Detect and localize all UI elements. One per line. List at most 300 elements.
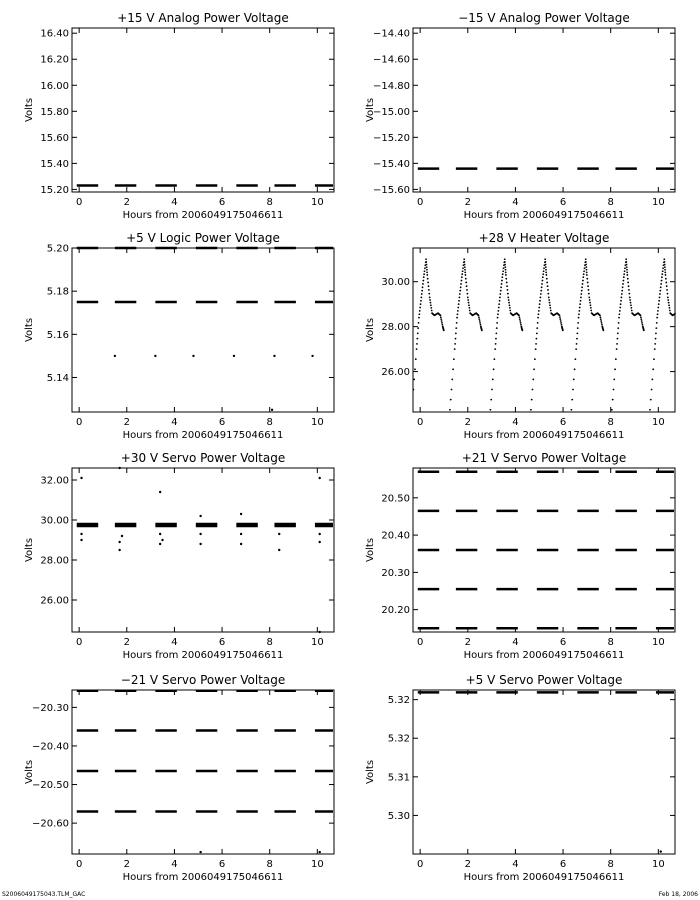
data-point (430, 304, 432, 306)
data-point (452, 368, 454, 370)
data-point (530, 409, 532, 411)
data-point (588, 293, 590, 295)
data-point (599, 314, 601, 316)
data-point (80, 539, 82, 541)
data-point (600, 320, 602, 322)
x-tick-label: 0 (75, 197, 83, 208)
data-point (602, 329, 604, 331)
data-point (542, 273, 544, 275)
y-axis-label: Volts (24, 759, 35, 785)
data-point (278, 533, 280, 535)
data-point (622, 283, 624, 285)
x-tick-label: 10 (310, 637, 324, 648)
data-point (538, 310, 540, 312)
y-tick-label: −20.40 (31, 741, 69, 753)
data-point (459, 297, 461, 299)
data-point (669, 307, 671, 309)
data-point (616, 343, 618, 345)
data-point (419, 307, 421, 309)
data-point (532, 379, 534, 381)
data-point (440, 316, 442, 318)
chart-plus-30-v-servo-power-voltage (24, 451, 334, 661)
data-point (542, 276, 544, 278)
data-point (431, 310, 433, 312)
data-point (466, 289, 468, 291)
data-point (577, 327, 579, 329)
x-tick-label: 6 (559, 859, 567, 870)
data-point (478, 316, 480, 318)
data-point (586, 271, 588, 273)
data-point (582, 283, 584, 285)
data-point (584, 267, 586, 269)
x-tick-label: 4 (512, 197, 519, 208)
data-point (507, 289, 509, 291)
data-point (467, 297, 469, 299)
data-point (240, 513, 242, 515)
data-point (540, 293, 542, 295)
data-point (465, 278, 467, 280)
data-point (544, 258, 546, 260)
data-point (576, 332, 578, 334)
data-point (539, 303, 541, 305)
x-axis-label: Hours from 2006049175046611 (122, 210, 284, 221)
data-point (497, 313, 499, 315)
data-point (500, 286, 502, 288)
data-point (456, 317, 458, 319)
data-point (491, 389, 493, 391)
data-point (428, 289, 430, 291)
data-point (590, 304, 592, 306)
data-point (651, 389, 653, 391)
data-point (427, 278, 429, 280)
data-point (418, 322, 420, 324)
data-point (159, 491, 161, 493)
data-point (654, 348, 656, 350)
data-point (319, 631, 321, 633)
data-point (480, 324, 482, 326)
data-point (519, 318, 521, 320)
data-point (425, 258, 427, 260)
y-tick-label: 5.32 (387, 695, 410, 707)
y-tick-label: 28.00 (40, 555, 69, 567)
x-tick-label: 6 (218, 197, 226, 208)
data-point (658, 300, 660, 302)
data-point (505, 271, 507, 273)
x-tick-label: 6 (218, 637, 226, 648)
data-point (548, 299, 550, 301)
data-point (499, 300, 501, 302)
data-point (649, 409, 651, 411)
data-point (424, 267, 426, 269)
data-point (658, 303, 660, 305)
data-point (619, 313, 621, 315)
data-point (503, 267, 505, 269)
data-point (657, 307, 659, 309)
data-point (498, 303, 500, 305)
data-point (481, 329, 483, 331)
data-point (455, 332, 457, 334)
data-point (426, 274, 428, 276)
data-point (612, 399, 614, 401)
data-point (666, 289, 668, 291)
data-point (449, 409, 451, 411)
data-point (619, 310, 621, 312)
data-point (578, 310, 580, 312)
data-point (540, 297, 542, 299)
x-tick-label: 0 (416, 197, 424, 208)
data-point (576, 343, 578, 345)
data-point (665, 282, 667, 284)
data-point (542, 280, 544, 282)
data-point (585, 264, 587, 266)
data-point (495, 343, 497, 345)
data-point (494, 348, 496, 350)
data-point (631, 310, 633, 312)
data-point (667, 297, 669, 299)
data-point (464, 264, 466, 266)
data-point (422, 283, 424, 285)
data-point (626, 271, 628, 273)
y-axis-label: Volts (365, 317, 376, 343)
data-point (664, 266, 666, 268)
data-point (575, 348, 577, 350)
data-point (536, 332, 538, 334)
x-tick-label: 6 (559, 637, 567, 648)
data-point (500, 290, 502, 292)
x-axis-label: Hours from 2006049175046611 (122, 430, 284, 441)
chart-plus-28-v-heater-voltage (365, 231, 676, 441)
data-point (587, 285, 589, 287)
data-point (662, 270, 664, 272)
data-point (319, 533, 321, 535)
data-point (613, 389, 615, 391)
data-point (273, 355, 275, 357)
data-point (425, 261, 427, 263)
y-axis-label: Volts (24, 317, 35, 343)
data-point (578, 313, 580, 315)
chart-title: +21 V Servo Power Voltage (461, 451, 627, 465)
y-tick-label: 5.16 (46, 329, 69, 341)
data-point (617, 332, 619, 334)
data-point (501, 283, 503, 285)
data-point (562, 329, 564, 331)
data-point (536, 338, 538, 340)
data-point (428, 293, 430, 295)
x-tick-label: 8 (266, 859, 273, 870)
x-tick-label: 10 (310, 197, 324, 208)
data-point (478, 318, 480, 320)
data-point (582, 276, 584, 278)
data-point (531, 399, 533, 401)
data-point (652, 368, 654, 370)
x-tick-label: 2 (123, 859, 130, 870)
data-point (426, 271, 428, 273)
data-point (505, 269, 507, 271)
x-tick-label: 2 (123, 417, 130, 428)
data-point (466, 293, 468, 295)
data-point (455, 327, 457, 329)
data-point (543, 270, 545, 272)
y-tick-label: 16.00 (40, 80, 69, 92)
data-point (626, 264, 628, 266)
data-point (626, 269, 628, 271)
data-point (454, 348, 456, 350)
data-point (590, 310, 592, 312)
data-point (479, 320, 481, 322)
data-point (413, 379, 415, 381)
data-point (455, 338, 457, 340)
data-point (457, 310, 459, 312)
data-point (543, 267, 545, 269)
data-point (586, 274, 588, 276)
data-point (615, 358, 617, 360)
chart-plus-5-v-servo-power-voltage (365, 673, 675, 883)
data-point (630, 304, 632, 306)
data-point (465, 282, 467, 284)
data-point (506, 282, 508, 284)
data-point (570, 409, 572, 411)
data-point (541, 283, 543, 285)
data-point (509, 307, 511, 309)
y-axis-label: Volts (365, 97, 376, 123)
data-point (426, 269, 428, 271)
chart-title: +30 V Servo Power Voltage (120, 451, 286, 465)
data-point (118, 549, 120, 551)
data-point (585, 261, 587, 263)
data-point (80, 477, 82, 479)
data-point (450, 399, 452, 401)
data-point (504, 261, 506, 263)
data-point (519, 320, 521, 322)
chart-plus-5-v-logic-power-voltage (24, 231, 334, 441)
data-point (580, 293, 582, 295)
data-point (549, 307, 551, 309)
data-point (640, 316, 642, 318)
data-point (539, 300, 541, 302)
data-point (429, 297, 431, 299)
data-point (661, 273, 663, 275)
x-tick-label: 2 (464, 637, 471, 648)
y-tick-label: 15.20 (40, 184, 69, 196)
data-point (469, 310, 471, 312)
data-point (664, 264, 666, 266)
data-point (547, 289, 549, 291)
data-point (451, 389, 453, 391)
data-point (617, 338, 619, 340)
data-point (659, 293, 661, 295)
data-point (541, 286, 543, 288)
data-point (657, 313, 659, 315)
data-point (426, 266, 428, 268)
plot-frame (413, 690, 675, 854)
x-tick-label: 6 (218, 859, 226, 870)
data-point (453, 358, 455, 360)
y-tick-label: −14.80 (372, 80, 410, 92)
data-point (650, 399, 652, 401)
data-point (454, 343, 456, 345)
data-point (580, 297, 582, 299)
data-point (319, 541, 321, 543)
data-point (640, 318, 642, 320)
data-point (549, 302, 551, 304)
data-point (465, 274, 467, 276)
data-point (659, 290, 661, 292)
data-point (535, 348, 537, 350)
data-point (599, 316, 601, 318)
data-point (654, 343, 656, 345)
y-tick-label: 20.20 (381, 605, 410, 617)
data-point (587, 282, 589, 284)
data-point (576, 338, 578, 340)
data-point (161, 539, 163, 541)
data-point (655, 327, 657, 329)
data-point (574, 368, 576, 370)
data-point (319, 851, 321, 853)
data-point (418, 317, 420, 319)
data-point (417, 332, 419, 334)
x-tick-label: 6 (218, 417, 226, 428)
data-point (468, 307, 470, 309)
x-tick-label: 10 (310, 417, 324, 428)
data-point (651, 379, 653, 381)
data-point (80, 533, 82, 535)
data-point (504, 264, 506, 266)
footer-filename: S2006049175043.TLM_GAC (2, 891, 86, 898)
data-point (573, 379, 575, 381)
data-point (468, 304, 470, 306)
data-point (574, 358, 576, 360)
data-point (416, 338, 418, 340)
data-point (534, 358, 536, 360)
data-point (559, 314, 561, 316)
data-point (495, 338, 497, 340)
data-point (540, 290, 542, 292)
data-point (621, 290, 623, 292)
data-point (623, 276, 625, 278)
data-point (653, 358, 655, 360)
data-point (509, 304, 511, 306)
x-tick-label: 4 (512, 637, 519, 648)
data-point (588, 297, 590, 299)
plot-frame (72, 28, 334, 192)
chart-title: +5 V Servo Power Voltage (465, 673, 623, 687)
y-tick-label: 5.32 (387, 733, 410, 745)
x-tick-label: 8 (266, 637, 273, 648)
x-tick-label: 8 (607, 859, 614, 870)
data-point (430, 302, 432, 304)
data-point (159, 543, 161, 545)
data-point (579, 303, 581, 305)
x-tick-label: 8 (607, 197, 614, 208)
y-tick-label: −15.40 (372, 158, 410, 170)
x-tick-label: 8 (607, 417, 614, 428)
data-point (461, 273, 463, 275)
data-point (509, 310, 511, 312)
data-point (618, 317, 620, 319)
data-point (199, 533, 201, 535)
data-point (578, 317, 580, 319)
x-tick-label: 10 (651, 637, 665, 648)
data-point (121, 535, 123, 537)
data-point (461, 276, 463, 278)
data-point (199, 515, 201, 517)
data-point (521, 329, 523, 331)
y-axis-label: Volts (365, 537, 376, 563)
data-point (665, 274, 667, 276)
data-point (278, 549, 280, 551)
data-point (159, 533, 161, 535)
data-point (462, 267, 464, 269)
x-tick-label: 2 (464, 417, 471, 428)
data-point (414, 368, 416, 370)
data-point (451, 379, 453, 381)
footer-date: Feb 18, 2006 (658, 891, 698, 898)
data-point (674, 313, 676, 315)
data-point (549, 304, 551, 306)
chart-title: +28 V Heater Voltage (478, 231, 610, 245)
data-point (538, 313, 540, 315)
data-point (627, 278, 629, 280)
x-tick-label: 4 (171, 417, 178, 428)
data-point (547, 293, 549, 295)
data-point (618, 322, 620, 324)
data-point (583, 270, 585, 272)
data-point (585, 258, 587, 260)
y-tick-label: 16.40 (40, 28, 69, 40)
data-point (439, 314, 441, 316)
x-tick-label: 4 (171, 637, 178, 648)
x-tick-label: 0 (75, 637, 83, 648)
data-point (533, 368, 535, 370)
data-point (663, 258, 665, 260)
y-tick-label: 30.00 (40, 515, 69, 527)
data-point (668, 302, 670, 304)
y-tick-label: −20.60 (31, 818, 69, 830)
x-tick-label: 0 (416, 417, 424, 428)
x-tick-label: 4 (512, 417, 519, 428)
data-point (586, 278, 588, 280)
y-tick-label: 15.80 (40, 106, 69, 118)
data-point (507, 297, 509, 299)
chart-plus-21-v-servo-power-voltage (365, 451, 675, 661)
data-point (420, 300, 422, 302)
data-point (490, 409, 492, 411)
x-tick-label: 8 (607, 637, 614, 648)
data-point (656, 317, 658, 319)
chart-minus-21-v-servo-power-voltage (24, 673, 334, 883)
data-point (498, 307, 500, 309)
data-point (429, 299, 431, 301)
data-point (577, 322, 579, 324)
data-point (420, 297, 422, 299)
data-point (428, 285, 430, 287)
data-point (621, 293, 623, 295)
data-point (457, 307, 459, 309)
data-point (544, 261, 546, 263)
data-point (601, 324, 603, 326)
data-point (419, 310, 421, 312)
data-point (199, 851, 201, 853)
data-point (623, 273, 625, 275)
data-point (600, 318, 602, 320)
x-axis-label: Hours from 2006049175046611 (122, 872, 284, 883)
data-point (630, 307, 632, 309)
plot-frame (72, 248, 334, 412)
chart-title: +5 V Logic Power Voltage (126, 231, 280, 245)
y-tick-label: −15.00 (372, 106, 410, 118)
data-point (464, 271, 466, 273)
data-point (655, 332, 657, 334)
